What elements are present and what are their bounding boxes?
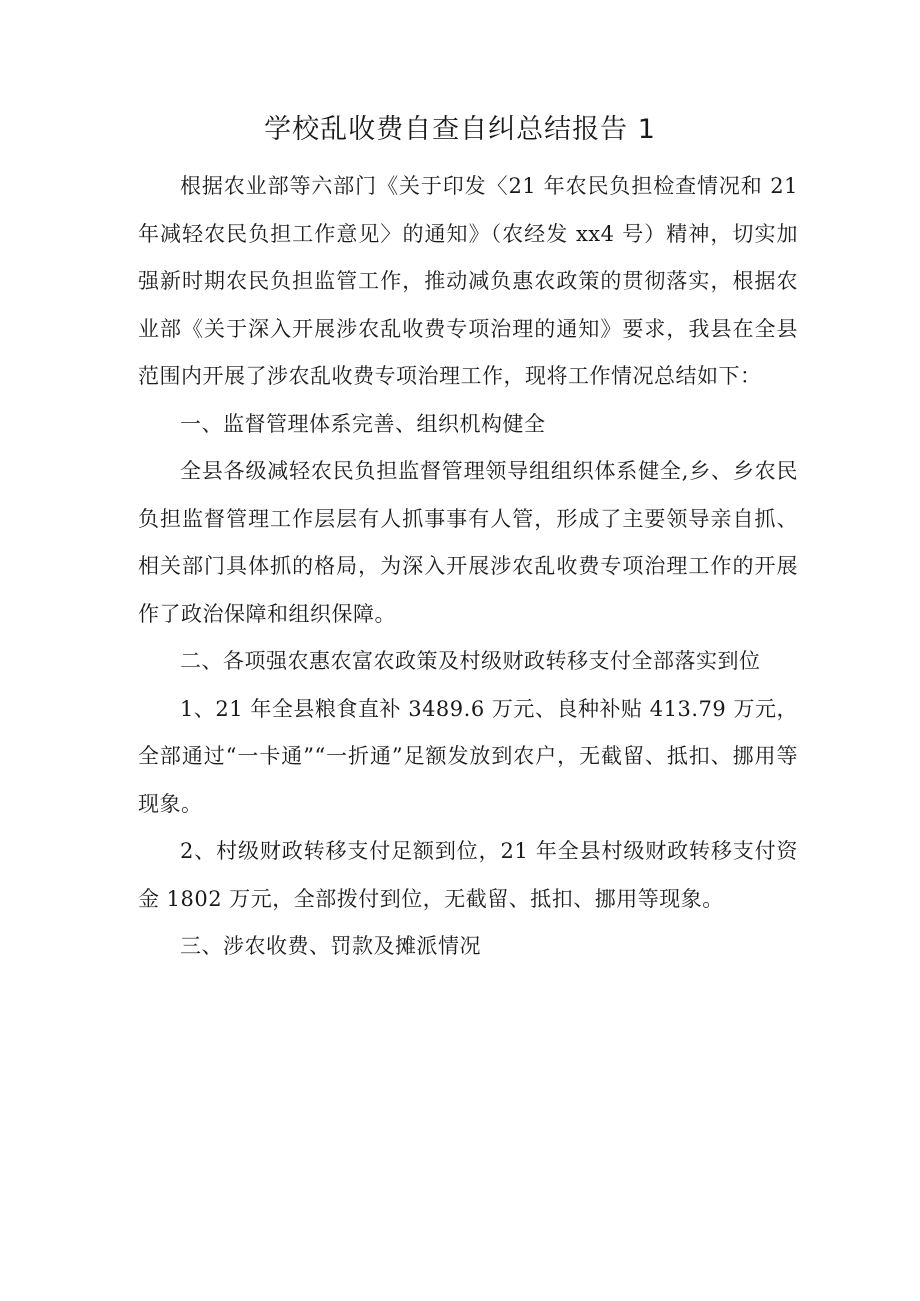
section-heading-2: 二、各项强农惠农富农政策及村级财政转移支付全部落实到位 bbox=[180, 649, 761, 673]
section-1-paragraph: 全县各级减轻农民负担监督管理领导组组织体系健全,乡、乡农民负担监督管理工作层层有人抓事事有人管，形成了主要领导亲自抓、相关部门具体抓的格局，为深入开展涉农乱收费专项治理工作的开展作了政治保障和组织保障。 bbox=[138, 459, 798, 626]
section-heading-1: 一、监督管理体系完善、组织机构健全 bbox=[180, 411, 546, 436]
section-2-item-2: 2、村级财政转移支付足额到位，21 年全县村级财政转移支付资金 1802 万元，全部拨付到位，无截留、抵扣、挪用等现象。 bbox=[138, 839, 798, 911]
intro-paragraph: 根据农业部等六部门《关于印发〈21 年农民负担检查情况和 21 年减轻农民负担工作意见〉的通知》（农经发 xx4 号）精神，切实加强新时期农民负担监管工作，推动减负惠农政策的贯彻落实，根据农业部《关于深入开展涉农乱收费专项治理的通知》要求，我县在全县范围内开展了涉农乱收费专项治理工作，现将工作情况总结如下： bbox=[138, 174, 798, 388]
section-heading-3: 三、涉农收费、罚款及摊派情况 bbox=[180, 934, 481, 958]
document-title: 学校乱收费自查自纠总结报告 1 bbox=[264, 114, 656, 145]
section-2-item-1: 1、21 年全县粮食直补 3489.6 万元、良种补贴 413.79 万元，全部通过“一卡通”“一折通”足额发放到农户，无截留、抵扣、挪用等现象。 bbox=[138, 696, 798, 816]
document-body bbox=[138, 163, 798, 971]
